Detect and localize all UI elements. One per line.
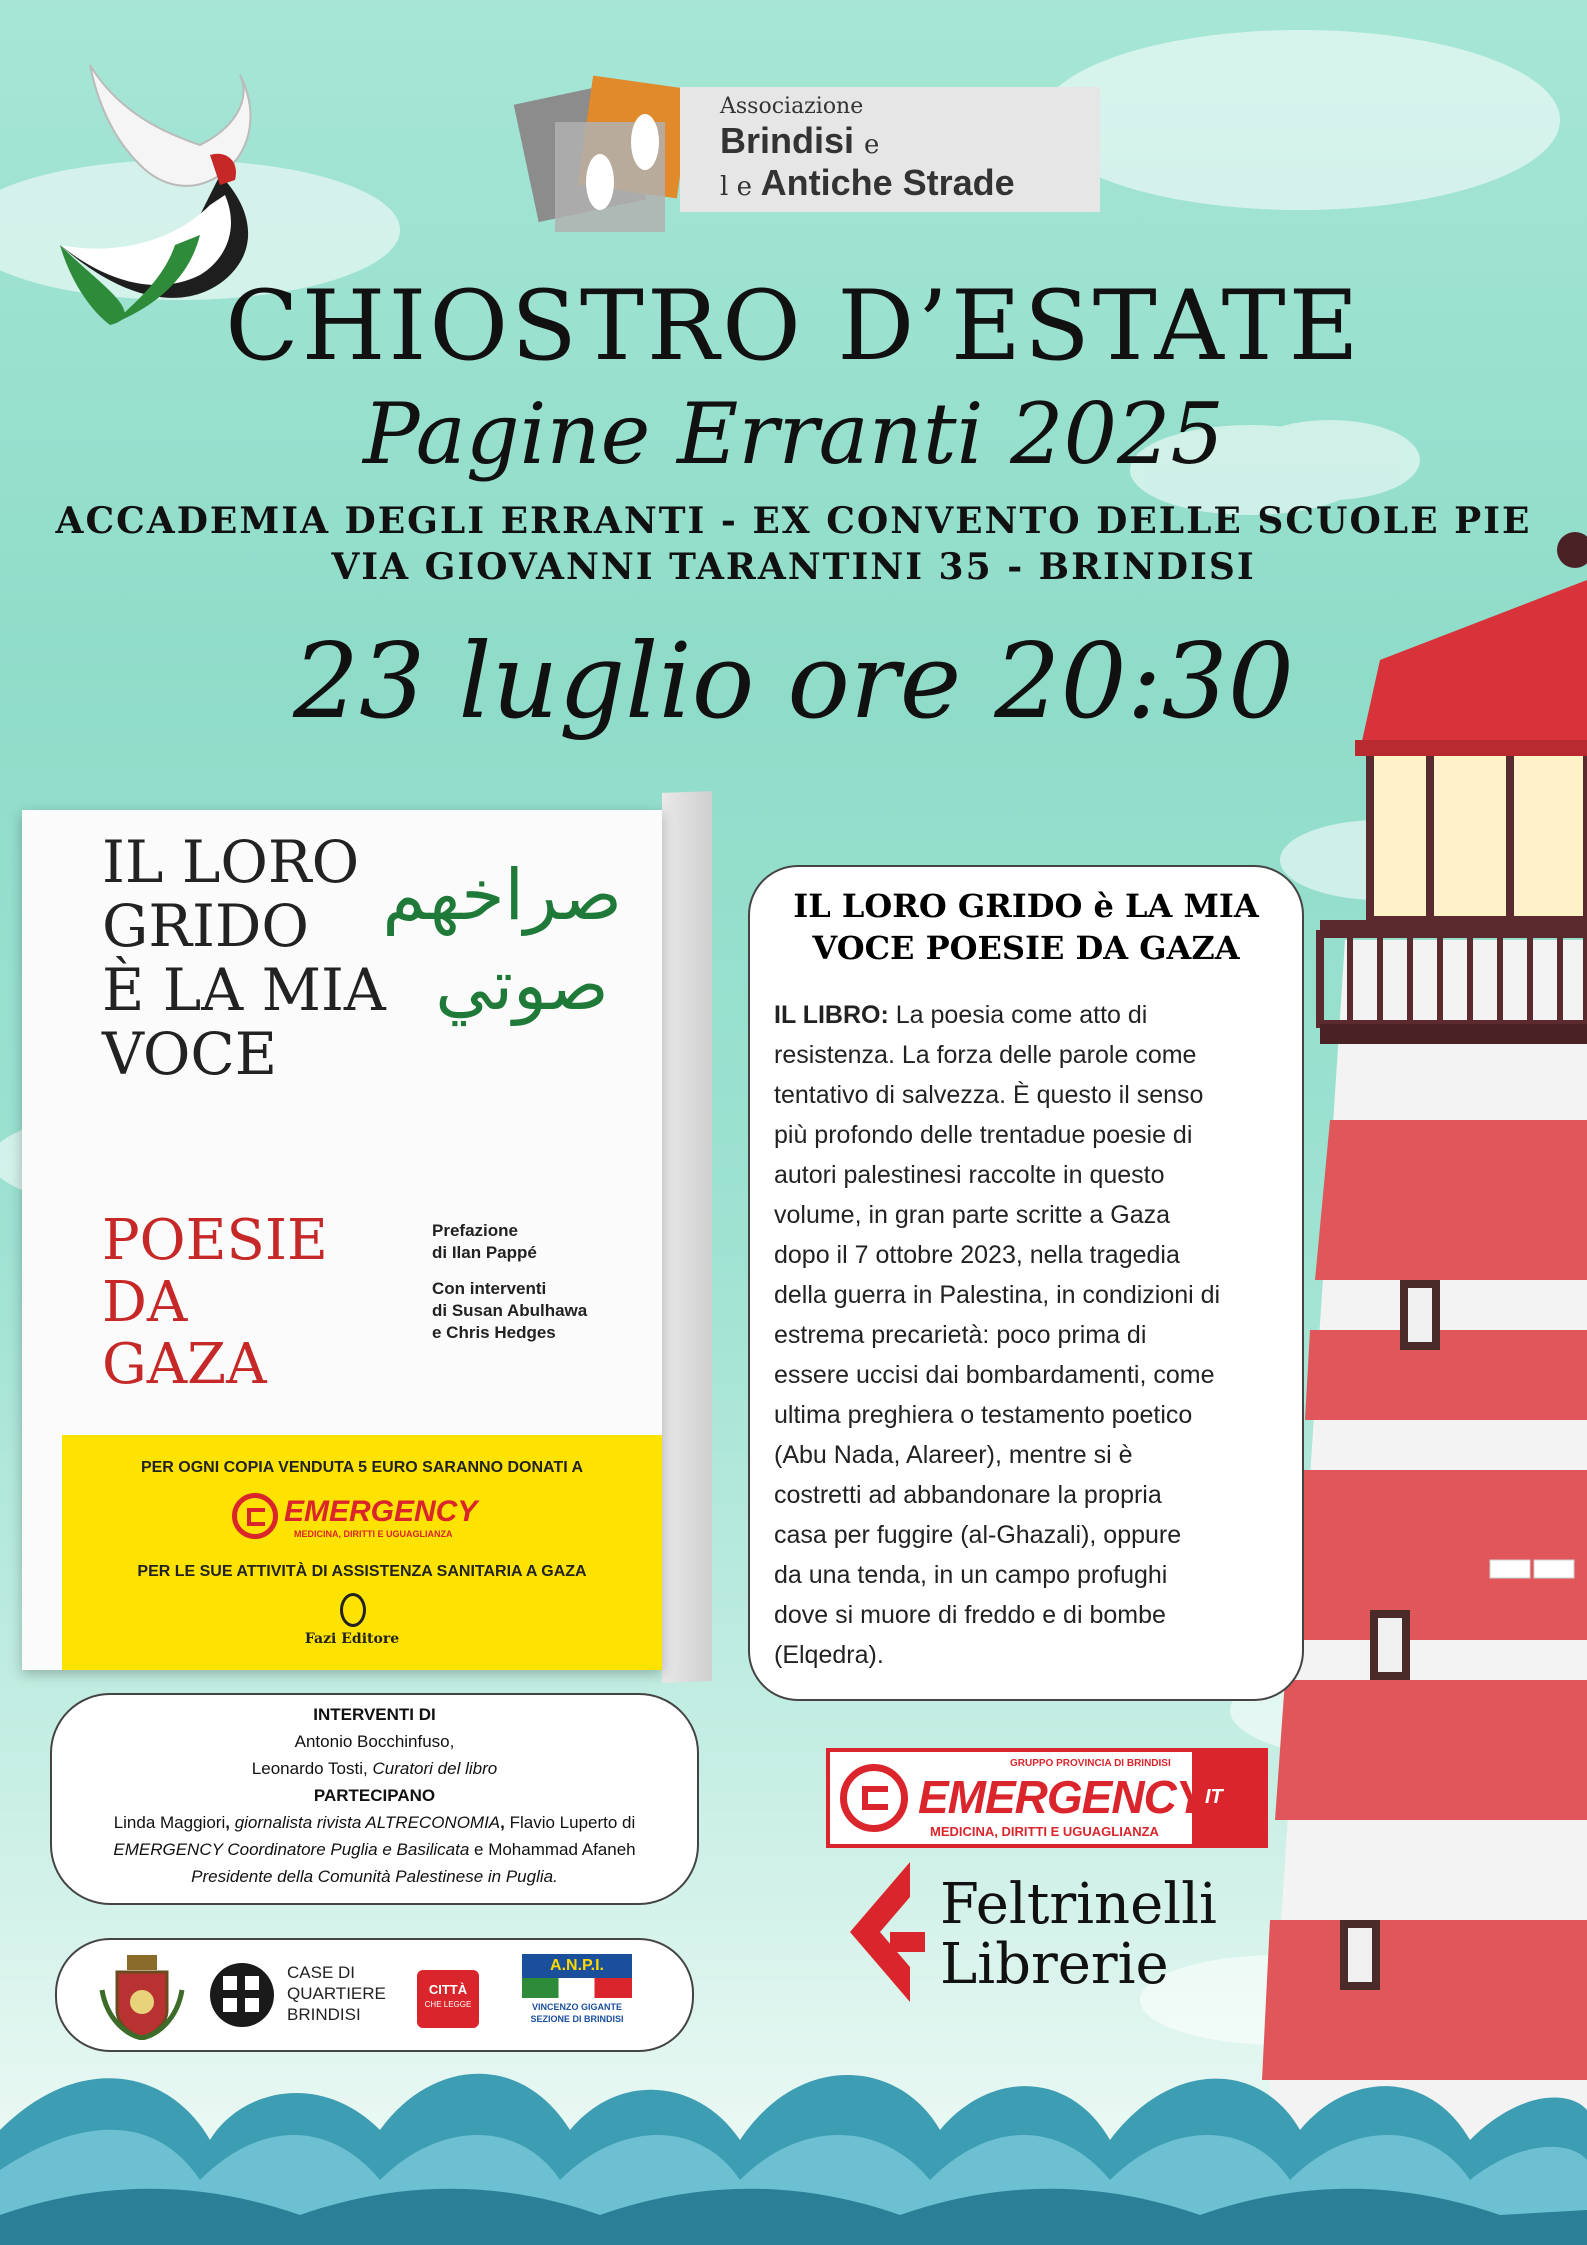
association-logo — [495, 62, 1105, 242]
book-preface-author: di Ilan Pappé — [432, 1243, 537, 1262]
publisher-name: Fazi Editore — [304, 1631, 400, 1647]
book-contrib-2: e Chris Hedges — [432, 1323, 556, 1342]
description-line: dove si muore di freddo e di bombe — [774, 1601, 1166, 1629]
feltrinelli-logo-icon — [850, 1862, 940, 2012]
emergency-sponsor-logo — [826, 1748, 1268, 1848]
credits-name-2-role: Curatori del libro — [372, 1759, 498, 1778]
emergency-group: GRUPPO PROVINCIA DI BRINDISI — [1010, 1758, 1171, 1769]
waves-decoration — [0, 2030, 1587, 2245]
description-line: essere uccisi dai bombardamenti, come — [774, 1361, 1215, 1389]
association-antiche-strade: Antiche Strade — [760, 162, 1015, 203]
credits-p3-role: Presidente della Comunità Palestinese in Puglia. — [191, 1867, 558, 1886]
description-line: costretti ad abbandonare la propria — [774, 1481, 1162, 1509]
description-line: della guerra in Palestina, in condizioni di — [774, 1281, 1221, 1309]
description-line: (Elqedra). — [774, 1641, 884, 1669]
citta-line1: CITTÀ — [428, 1982, 468, 1997]
citta-line2: CHE LEGGE — [424, 2000, 472, 2009]
case-line2: QUARTIERE — [287, 1984, 386, 2003]
book-title-line: IL LORO — [102, 828, 360, 896]
citta-che-legge-logo — [417, 1970, 479, 2028]
credits-p1-role: giornalista rivista ALTRECONOMIA — [234, 1813, 501, 1832]
book-title-line: È LA MIA — [102, 956, 386, 1024]
description-line: da una tenda, in un campo profughi — [774, 1561, 1168, 1589]
description-line: volume, in gran parte scritte a Gaza — [774, 1201, 1171, 1229]
association-le: l e — [720, 172, 752, 202]
band-bottom-text: PER LE SUE ATTIVITÀ DI ASSISTENZA SANITARIA A GAZA — [137, 1563, 587, 1580]
credits-p2: Flavio Luperto di — [509, 1813, 636, 1832]
anpi-logo — [522, 1954, 632, 2034]
book-cover — [22, 792, 722, 1682]
credits-heading-partecipano: PARTECIPANO — [313, 1786, 436, 1805]
brindisi-coat-of-arms-icon — [97, 1950, 187, 2040]
description-title-line1: IL LORO GRIDO è LA MIA — [793, 887, 1259, 925]
book-subtitle-line: POESIE — [102, 1208, 328, 1273]
book-subtitle-line: GAZA — [102, 1332, 267, 1397]
description-line: estrema precarietà: poco prima di — [774, 1321, 1147, 1349]
lighthouse-illustration — [1260, 520, 1587, 2245]
band-emergency-tag: MEDICINA, DIRITTI E UGUAGLIANZA — [294, 1529, 453, 1539]
partners-card — [55, 1938, 694, 2052]
description-line: ultima preghiera o testamento poetico — [774, 1401, 1193, 1429]
band-emergency-name: EMERGENCY — [284, 1495, 478, 1528]
emergency-sponsor-icon — [840, 1764, 908, 1832]
description-line: autori palestinesi raccolte in questo — [774, 1161, 1165, 1189]
anpi-line2: SEZIONE DI BRINDISI — [530, 2014, 624, 2024]
emergency-logo-icon — [232, 1493, 278, 1539]
book-contrib-1: di Susan Abulhawa — [432, 1301, 588, 1320]
book-title-line: VOCE — [102, 1020, 278, 1088]
description-label: IL LIBRO: — [774, 1001, 889, 1029]
emergency-name: EMERGENCY — [918, 1771, 1206, 1823]
book-yellow-band — [62, 1435, 662, 1670]
description-line: dopo il 7 ottobre 2023, nella tragedia — [774, 1241, 1180, 1269]
anpi-title: A.N.P.I. — [522, 1954, 632, 1978]
association-line1: Associazione — [720, 94, 864, 119]
description-line: La poesia come atto di — [895, 1001, 1148, 1029]
description-title-line2: VOCE POESIE DA GAZA — [812, 929, 1240, 967]
credits-name-2: Leonardo Tosti, — [251, 1759, 368, 1778]
book-title-line: GRIDO — [102, 892, 309, 960]
credits-p2-role: EMERGENCY Coordinatore Puglia e Basilicata — [113, 1840, 470, 1859]
description-line: più profondo delle trentadue poesie di — [774, 1121, 1193, 1149]
book-preface-label: Prefazione — [432, 1221, 518, 1240]
emergency-tag: MEDICINA, DIRITTI E UGUAGLIANZA — [930, 1824, 1159, 1839]
credits-name-1: Antonio Bocchinfuso, — [294, 1732, 455, 1751]
credits-heading-interventi: INTERVENTI DI — [313, 1705, 436, 1724]
book-contrib-label: Con interventi — [432, 1279, 547, 1298]
venue-line-1: ACCADEMIA DEGLI ERRANTI - EX CONVENTO DELLE SCUOLE PIE — [55, 500, 1532, 542]
event-date: 23 luglio ore 20:30 — [292, 620, 1295, 742]
association-e: e — [864, 130, 880, 160]
venue-line-2: VIA GIOVANNI TARANTINI 35 - BRINDISI — [331, 546, 1256, 588]
case-line3: BRINDISI — [287, 2005, 361, 2024]
book-subtitle-line: DA — [102, 1270, 188, 1335]
feltrinelli-line1: Feltrinelli — [940, 1872, 1217, 1937]
emergency-it: IT — [1205, 1786, 1223, 1808]
feltrinelli-line2: Librerie — [940, 1932, 1169, 1997]
footprints-icon — [495, 62, 695, 242]
anpi-line1: VINCENZO GIGANTE — [531, 2002, 622, 2012]
book-description-card — [748, 865, 1304, 1701]
event-title: CHIOSTRO D’ESTATE — [225, 270, 1362, 382]
case-line1: CASE DI — [287, 1963, 356, 1982]
credits-p1: Linda Maggiori — [113, 1813, 226, 1832]
event-subtitle: Pagine Erranti 2025 — [363, 385, 1224, 483]
case-di-quartiere-icon — [207, 1960, 277, 2030]
description-line: (Abu Nada, Alareer), mentre si è — [774, 1441, 1133, 1469]
book-arabic-title: صراخهم صوتي — [382, 854, 622, 1026]
band-top-text: PER OGNI COPIA VENDUTA 5 EURO SARANNO DONATI A — [140, 1459, 584, 1476]
credits-card: INTERVENTI DI Antonio Bocchinfuso, Leonardo Tosti, Curatori del libro PARTECIPANO Linda Maggiori, giornalista rivista ALTRECONOMIA, Flavio Luperto di EMERGENCY Coordinatore Puglia e Basilicata e Mohammad Afaneh Presidente della Comunità Palestinese in Puglia. — [50, 1693, 699, 1905]
description-line: resistenza. La forza delle parole come — [774, 1041, 1197, 1069]
publisher-logo-icon — [340, 1593, 366, 1627]
description-line: tentativo di salvezza. È questo il senso — [774, 1081, 1204, 1109]
association-brindisi: Brindisi — [720, 120, 855, 161]
description-line: casa per fuggire (al-Ghazali), oppure — [774, 1521, 1182, 1549]
credits-p3: e Mohammad Afaneh — [474, 1840, 636, 1859]
